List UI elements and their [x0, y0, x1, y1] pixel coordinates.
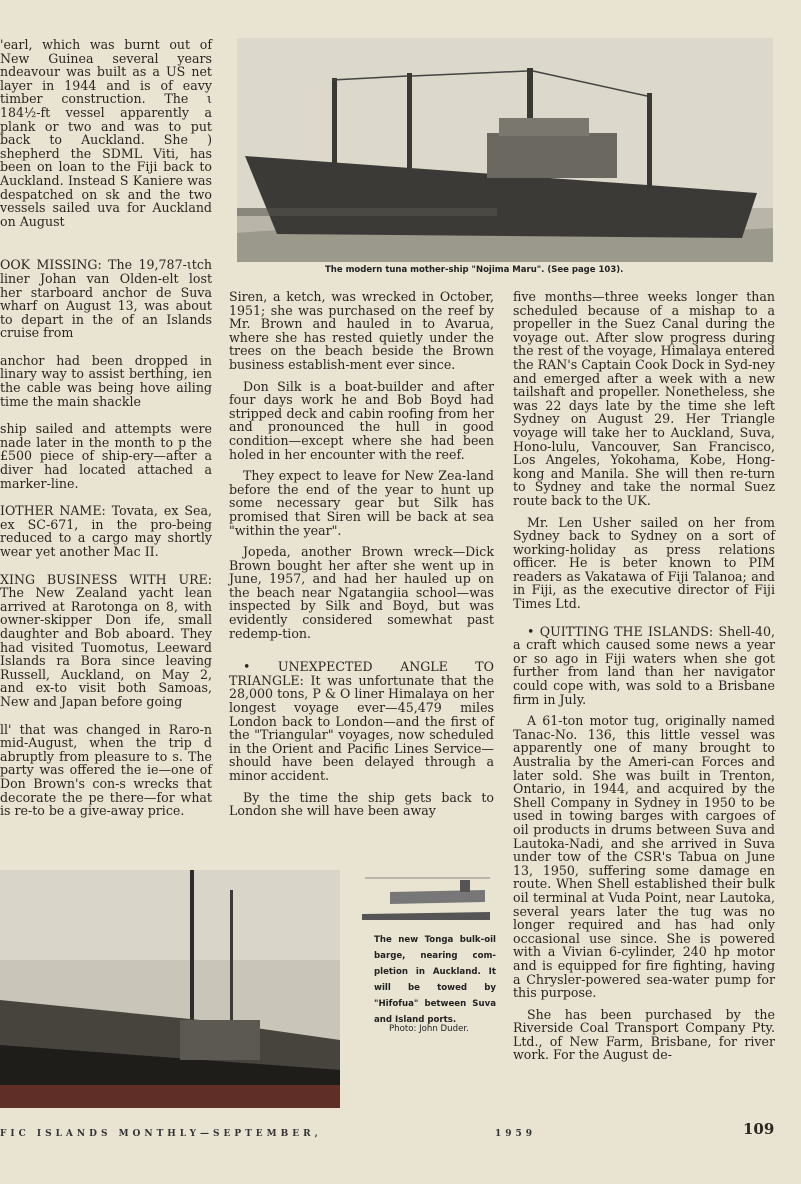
col3-paragraph-3: • QUITTING THE ISLANDS: Shell-40, a craft which caused some news a year or so ago in Fiji waters when she got further from land than her navigator could cope with, was sold to a Brisbane firm in July. [513, 623, 775, 707]
footer-year: 1959 [495, 1129, 537, 1139]
col1-paragraph-6: XING BUSINESS WITH URE: The New Zealand yacht lean arrived at Rarotonga on 8, with owner-skipper Don ife, small daughter and Bob aboard. They had visited Tuomotus, Leeward Islands ra Bora since leaving Russell, Auckland, on May 2, and ex-to visit both Samoas, New and Japan before going [0, 571, 212, 709]
col2-paragraph-3: They expect to leave for New Zea-land before the end of the year to hunt up some necessary gear but Silk has promised that Siren will be back at sea "within the year". [229, 468, 494, 538]
column-2 [229, 290, 494, 826]
barge-photo-credit: Photo: John Duder. [389, 1024, 469, 1034]
page-footer [0, 1126, 801, 1146]
barge-caption: The new Tonga bulk-oil barge, nearing com-pletion in Auckland. It will be towed by "Hifofua" between Suva and Island ports. [374, 935, 496, 1025]
tuna-ship-illustration [237, 38, 773, 262]
footer-masthead: FIC ISLANDS MONTHLY—SEPTEMBER, [0, 1129, 322, 1139]
tuna-ship-caption: The modern tuna mother-ship "Nojima Maru". (See page 103). [325, 265, 624, 275]
col1-paragraph-2: OOK MISSING: The 19,787-ιtch liner Johan van Olden-elt lost her starboard anchor de Suva wharf on August 13, was about to depart in the of an Islands cruise from [0, 257, 212, 341]
col2-paragraph-5: • UNEXPECTED ANGLE TO TRIANGLE: It was unfortunate that the 28,000 tons, P & O liner Himalaya on her longest voyage ever—45,479 miles London back to London—and the first of the "Triangular" voyages, now scheduled in the Orient and Pacific Lines Service—should have been delayed through a minor accident. [229, 659, 494, 783]
col1-paragraph-1: 'earl, which was burnt out of New Guinea several years ndeavour was built as a US net layer in 1944 and is of eavy timber construction. The ι 184½-ft vessel apparently a plank or two and was to put back to Auckland. She ) shepherd the SDML Viti, has been on loan to the Fiji back to Auckland. Instead S Kaniere was despatched on sk and the two vessels sailed uva for Auckland on August [0, 37, 212, 229]
col3-paragraph-2: Mr. Len Usher sailed on her from Sydney back to Sydney on a sort of working-holiday as press relations officer. He is beter known to PIM readers as Vakatawa of Fiji Talanoa; and in Fiji, as the executive director of Fiji Times Ltd. [513, 514, 775, 612]
col1-paragraph-3: anchor had been dropped in linary way to assist berthing, ien the cable was being hove ailing time the main shackle [0, 352, 212, 409]
col3-paragraph-1: five months—three weeks longer than scheduled because of a mishap to a propeller in the Suez Canal during the voyage out. After slow progress during the rest of the voyage, Himalaya entered the RAN's Captain Cook Dock in Syd-ney and emerged after a week with a new tailshaft and propeller. Nonetheless, she was 22 days late by the time she left Sydney on August 29. Her Triangle voyage will take her to Auckland, Suva, Hono-lulu, Vancouver, San Francisco, Los Angeles, Yokohama, Kobe, Hong-kong and Manila. She will then re-turn to Sydney and take the normal Suez route back to the UK. [513, 289, 775, 508]
col2-paragraph-1: Siren, a ketch, was wrecked in October, 1951; she was purchased on the reef by Mr. Brown and hauled in to Avarua, where she has rested quietly under the trees on the beach beside the Brown business establish-ment ever since. [229, 289, 494, 372]
col2-paragraph-4: Jopeda, another Brown wreck—Dick Brown bought her after she went up in June, 1957, and had her hauled up on the beach near Ngatangiia school—was inspected by Silk and Boyd, but was evidently considered somewhat past redemp-tion. [229, 544, 494, 641]
column-1 [0, 38, 212, 826]
col2-paragraph-6: By the time the ship gets back to London she will have been away [229, 789, 494, 819]
barge-small-photo [360, 872, 495, 922]
col3-paragraph-5: She has been purchased by the Riverside Coal Transport Company Pty. Ltd., of New Farm, Brisbane, for river work. For the August de- [513, 1006, 775, 1063]
barge-small-illustration [360, 872, 495, 922]
page-number: 109 [743, 1120, 775, 1138]
column-3 [513, 290, 775, 1070]
col3-paragraph-4: A 61-ton motor tug, originally named Tanac-No. 136, this little vessel was apparently one of many brought to Australia by the Ameri-can Forces and later sold. She was built in Trenton, Ontario, in 1944, and acquired by the Shell Company in Sydney in 1950 to be used in towing barges with cargoes of oil products in drums between Suva and Lautoka-Nadi, and she arrived in Suva under tow of the CSR's Tabua on June 13, 1950, suffering some damage en route. When Shell established their bulk oil terminal at Vuda Point, near Lautoka, several years later the tug was no longer required and has had only occasional use since. She is powered with a Vivian 6-cylinder, 240 hp motor and is equipped for fire fighting, having a Chrysler-powered sea-water pump for this purpose. [513, 713, 775, 1001]
barge-photo [0, 870, 340, 1108]
col1-paragraph-5: IOTHER NAME: Tovata, ex Sea, ex SC-671, in the pro-being reduced to a cargo may shortly wear yet another Mac II. [0, 503, 212, 559]
tuna-ship-photo [237, 38, 773, 262]
col2-paragraph-2: Don Silk is a boat-builder and after four days work he and Bob Boyd had stripped deck and cabin roofing from her and pronounced the hull in good condition—except where she had been holed in her encounter with the reef. [229, 378, 494, 462]
col1-paragraph-7: ll' that was changed in Raro-n mid-August, when the trip d abruptly from pleasure to s. The party was offered the ie—one of Don Brown's con-s wrecks that decorate the pe there—for what is re-to be a give-away price. [0, 721, 212, 819]
col1-paragraph-4: ship sailed and attempts were nade later in the month to p the £500 piece of ship-ery—after a diver had located attached a marker-line. [0, 421, 212, 491]
barge-illustration [0, 870, 340, 1108]
